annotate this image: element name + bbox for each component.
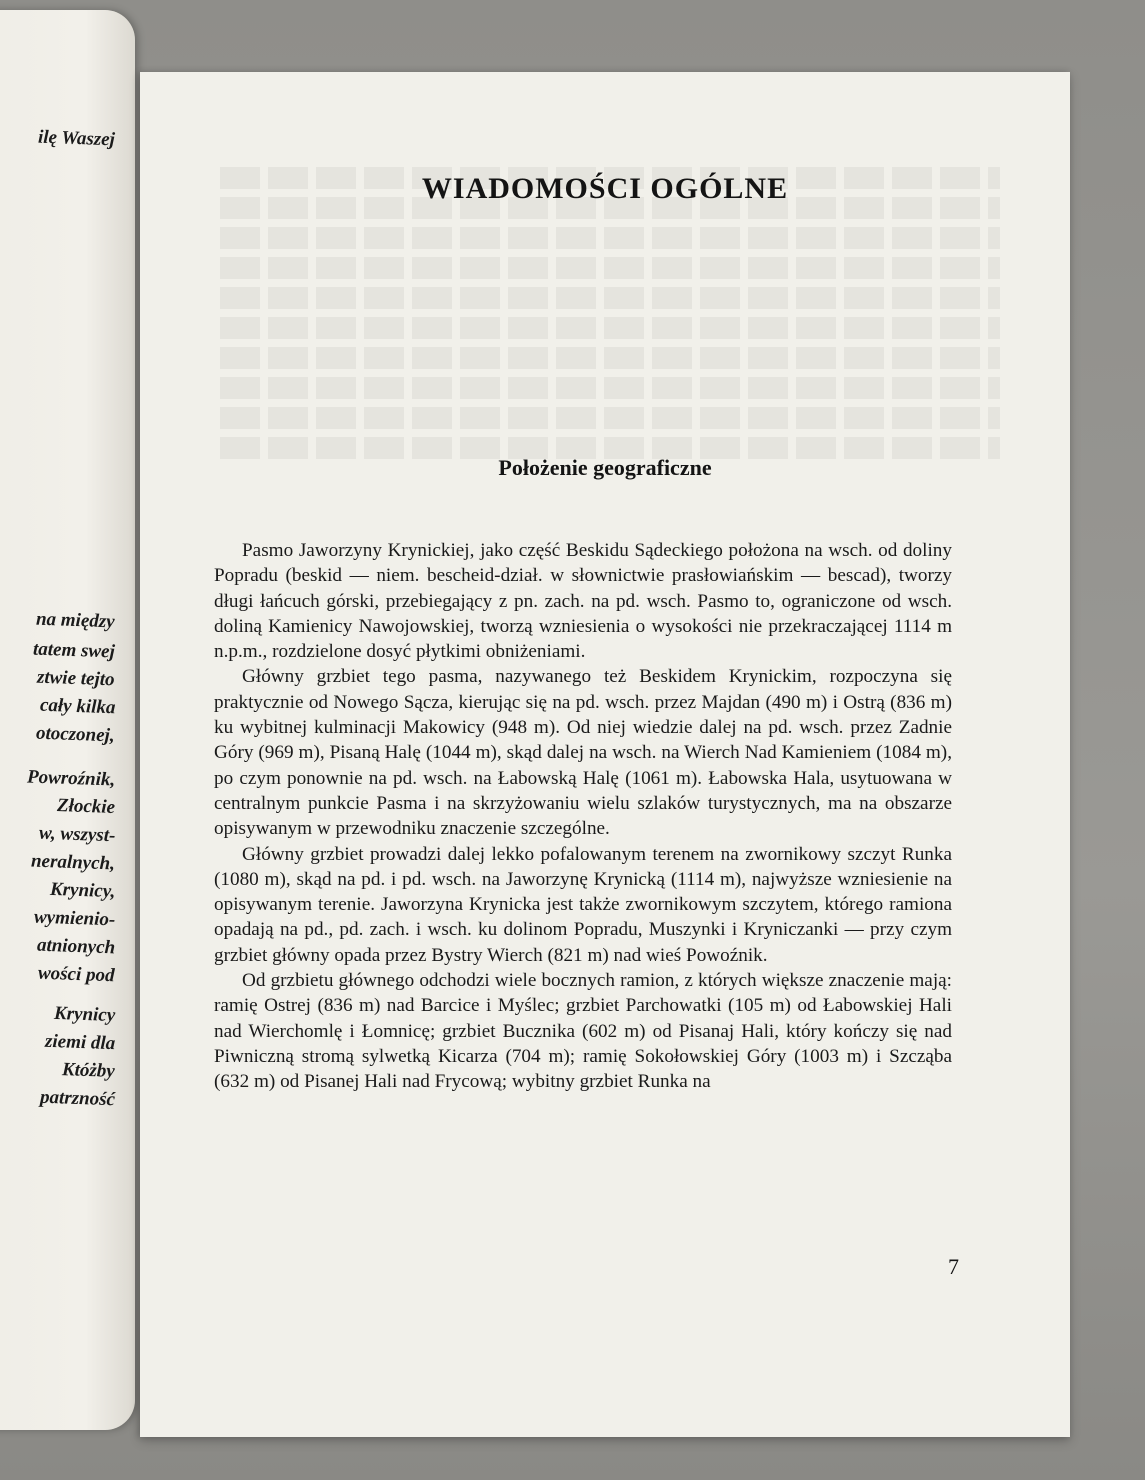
section-title: Położenie geograficzne [498, 455, 712, 480]
paragraph: Od grzbietu głównego odchodzi wiele bocznych ramion, z których większe znaczenie mają: ramię Ostrej (836 m) nad Barcice i Myślec; grzbiet Parchowatki (105 m) od Łabowskiej Hali nad Wierchomlę i Łomnicę; grzbiet Bucznika (602 m) od Pisanaj Hali, który kończy się nad Piwniczną stromą sylwetką Kicarza (704 m); ramię Sokołowskiej Góry (1003 m) i Szcząba (632 m) od Pisanej Hali nad Frycową; wybitny grzbiet Runka na [214, 970, 952, 1093]
left-line: Powroźnik, [26, 766, 116, 791]
paragraph: Pasmo Jaworzyny Krynickiej, jako część Beskidu Sądeckiego położona na wsch. od doliny Popradu (beskid — niem. bescheid-dział. w słownictwie prasłowiańskim — bescad), tworzy długi łańcuch górski, przebiegający z pn. zach. na pd. wsch. Pasmo to, ograniczone od wsch. doliną Kamienicy Nawojowskiej, tworzą wzniesienia o wysokości nie przekraczającej 1114 m n.p.m., rozdzielone dosyć płytkimi obniżeniami. [214, 540, 952, 663]
left-line: neralnych, [30, 850, 116, 875]
left-line: ziemi dla [44, 1030, 116, 1055]
paragraph: Główny grzbiet tego pasma, nazywanego też Beskidem Krynickim, rozpoczyna się praktycznie od Nowego Sącza, kierując się na pd. wsch. przez Majdan (490 m) i Ostrą (836 m) ku wybitnej kulminacji Makowicy (948 m). Od niej wiedzie dalej na pd. wsch. przez Zadnie Góry (969 m), Pisaną Halę (1044 m), skąd dalej na wsch. na Wierch Nad Kamieniem (1084 m), po czym ponownie na pd. wsch. na Łabowską Halę (1061 m). Łabowska Hala, usytuowana w centralnym punkcie Pasma i na skrzyżowaniu wielu szlaków turystycznych, ma na obszarze opisywanym w przewodniku znaczenie szczególne. [214, 666, 952, 840]
left-line: ztwie tejto [37, 666, 116, 691]
left-line: otoczonej, [36, 722, 116, 747]
show-through-texture [220, 167, 1000, 497]
left-page [0, 10, 135, 1430]
left-line: Któżby [61, 1059, 116, 1082]
left-line: na między [36, 608, 116, 633]
left-line: tatem swej [32, 638, 116, 663]
left-line: patrzność [39, 1086, 116, 1111]
left-line: ilę Waszej [37, 126, 116, 151]
left-line: Złockie [56, 794, 116, 819]
chapter-title: WIADOMOŚCI OGÓLNE [421, 172, 789, 205]
paragraph: Główny grzbiet prowadzi dalej lekko pofalowanym terenem na zwornikowy szczyt Runka (1080 m), skąd na pd. i pd. wsch. na Jaworzynę Krynicką (1114 m), najwyższe wzniesienie na opisywanym terenie. Jaworzyna Krynicka jest także zwornikowym szczytem, którego ramiona opadają na pd., pd. zach. i wsch. ku dolinom Popradu, Muszynki i Kryniczanki — przy czym grzbiet główny opada przez Bystry Wierch (821 m) nad wieś Powoźnik. [214, 843, 952, 966]
left-page-text [0, 10, 135, 1430]
left-line: Krynicy [53, 1002, 116, 1027]
left-line: atnionych [36, 934, 116, 959]
left-line: Krynicy, [49, 878, 116, 903]
right-page [140, 72, 1070, 1437]
left-line: wymienio- [33, 906, 116, 931]
left-line: w, wszyst- [38, 822, 116, 847]
page-number: 7 [948, 1254, 959, 1279]
body-text [214, 538, 952, 1095]
left-line: cały kilka [39, 694, 116, 719]
left-line: wości pod [38, 962, 116, 987]
